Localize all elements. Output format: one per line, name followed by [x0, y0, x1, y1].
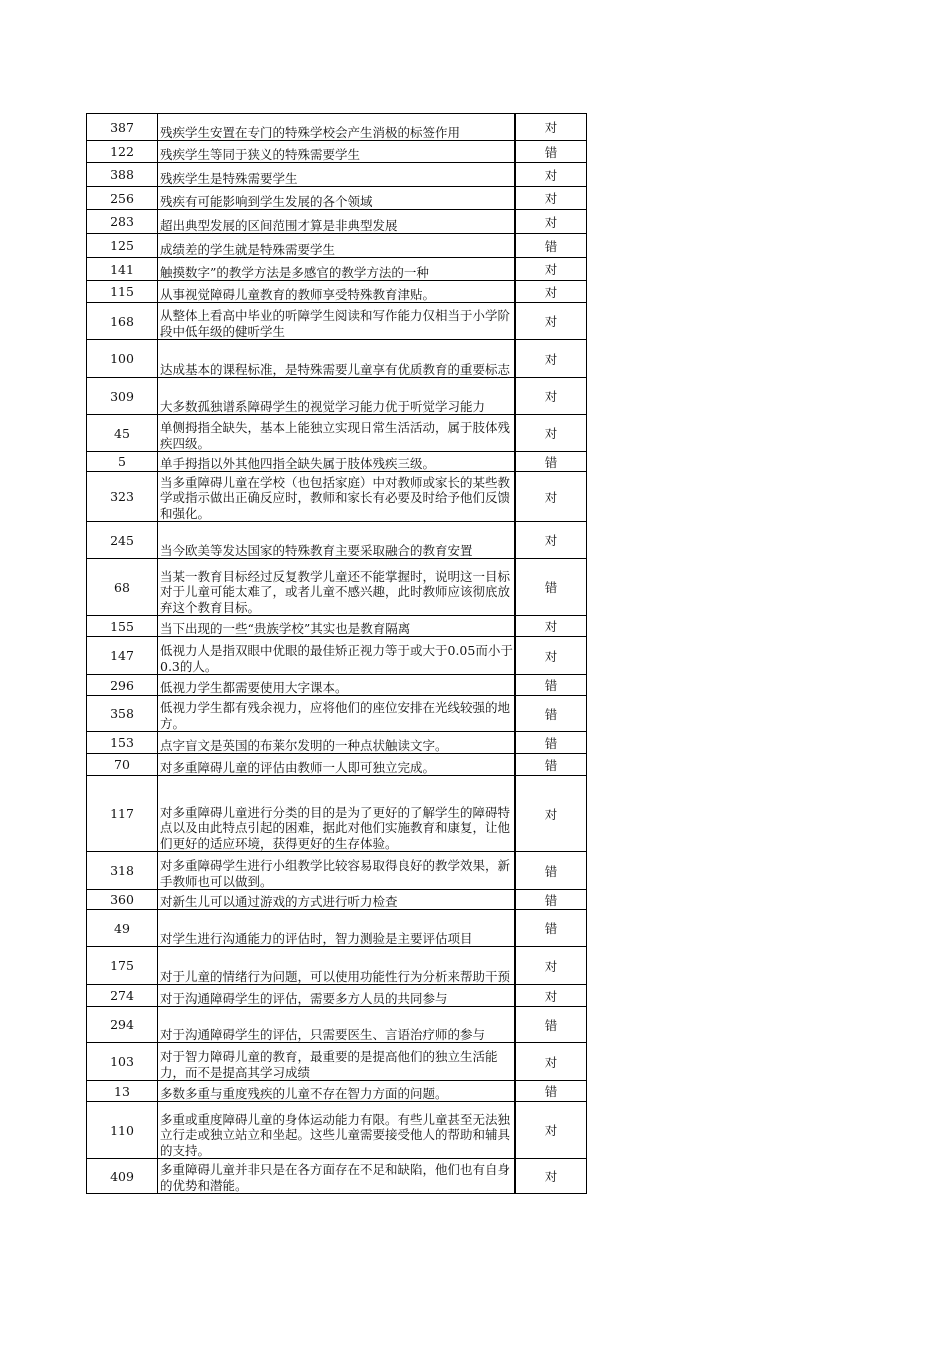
question-text: [158, 141, 516, 163]
table-row: [87, 1081, 587, 1102]
answer-cell: 错: [515, 675, 587, 696]
answer-cell: 对: [515, 1102, 587, 1159]
question-id: 110: [87, 1102, 158, 1159]
answer-cell: 对: [515, 415, 587, 452]
answer-cell: 对: [515, 616, 587, 637]
question-text-content: 单手拇指以外其他四指全缺失属于肢体残疾三级。: [160, 455, 436, 471]
table-row: [87, 985, 587, 1007]
answer-cell: 对: [515, 303, 587, 340]
answer-cell: 对: [515, 187, 587, 210]
question-text-content: 低视力学生都需要使用大字课本。: [160, 679, 348, 695]
question-text-content: 残疾学生是特殊需要学生: [160, 170, 298, 186]
question-id: 117: [87, 776, 158, 852]
question-text: [158, 890, 516, 910]
question-text-content: 当下出现的一些“贵族学校”其实也是教育隔离: [160, 620, 411, 636]
question-text: [158, 340, 516, 378]
question-text: [158, 1102, 516, 1159]
question-text-content: 触摸数字”的教学方法是多感官的教学方法的一种: [160, 264, 429, 280]
question-id: 70: [87, 754, 158, 776]
table-row: [87, 340, 587, 378]
question-text: [158, 754, 516, 776]
question-text-content: 对学生进行沟通能力的评估时，智力测验是主要评估项目: [160, 930, 473, 946]
question-text: [158, 163, 516, 187]
table-row: [87, 616, 587, 637]
answer-cell: 错: [515, 732, 587, 754]
question-text-content: 多重或重度障碍儿童的身体运动能力有限。有些儿童甚至无法独立行走或独立站立和坐起。这些儿童需要接受他人的帮助和辅具的支持。: [160, 1111, 511, 1158]
question-text: [158, 234, 516, 258]
question-text-content: 单侧拇指全缺失，基本上能独立实现日常生活活动，属于肢体残疾四级。: [160, 420, 511, 451]
question-id: 68: [87, 559, 158, 616]
answer-cell: 对: [515, 114, 587, 141]
answer-cell: 错: [515, 696, 587, 732]
question-text-content: 从事视觉障碍儿童教育的教师享受特殊教育津贴。: [160, 286, 436, 302]
answer-cell: 对: [515, 637, 587, 675]
question-text: [158, 187, 516, 210]
question-text-content: 从整体上看高中毕业的听障学生阅读和写作能力仅相当于小学阶段中低年级的健听学生: [160, 308, 511, 339]
question-id: 13: [87, 1081, 158, 1102]
question-id: 168: [87, 303, 158, 340]
table-row: [87, 187, 587, 210]
answer-cell: 对: [515, 281, 587, 303]
answer-cell: 错: [515, 1081, 587, 1102]
answer-cell: 对: [515, 258, 587, 281]
table-row: [87, 303, 587, 340]
answer-cell: 对: [515, 378, 587, 415]
question-text-content: 对多重障碍儿童的评估由教师一人即可独立完成。: [160, 759, 436, 775]
question-id: 309: [87, 378, 158, 415]
question-id: 45: [87, 415, 158, 452]
question-text: [158, 472, 516, 522]
table-row: [87, 637, 587, 675]
answer-cell: 对: [515, 340, 587, 378]
question-text-content: 对于沟通障碍学生的评估，只需要医生、言语治疗师的参与: [160, 1026, 486, 1042]
question-text-content: 对新生儿可以通过游戏的方式进行听力检查: [160, 893, 398, 909]
answer-cell: 错: [515, 754, 587, 776]
question-id: 409: [87, 1159, 158, 1194]
answer-cell: 对: [515, 1159, 587, 1194]
question-text-content: 当今欧美等发达国家的特殊教育主要采取融合的教育安置: [160, 542, 473, 558]
table-row: [87, 559, 587, 616]
question-text: [158, 258, 516, 281]
table-row: [87, 281, 587, 303]
table-row: [87, 114, 587, 141]
question-text: [158, 210, 516, 234]
question-text-content: 达成基本的课程标准，是特殊需要儿童享有优质教育的重要标志: [160, 361, 511, 377]
answer-cell: 对: [515, 1043, 587, 1081]
table-row: [87, 947, 587, 985]
table-row: [87, 732, 587, 754]
question-text: [158, 852, 516, 890]
answer-cell: 对: [515, 210, 587, 234]
answer-cell: 对: [515, 163, 587, 187]
question-id: 100: [87, 340, 158, 378]
question-id: 323: [87, 472, 158, 522]
question-id: 147: [87, 637, 158, 675]
table-row: [87, 378, 587, 415]
question-text: [158, 452, 516, 472]
question-text-content: 对于沟通障碍学生的评估，需要多方人员的共同参与: [160, 990, 448, 1006]
question-text: [158, 616, 516, 637]
table-row: [87, 141, 587, 163]
question-text: [158, 114, 516, 141]
question-id: 155: [87, 616, 158, 637]
answer-cell: 错: [515, 890, 587, 910]
question-id: 153: [87, 732, 158, 754]
table-row: [87, 210, 587, 234]
question-text: [158, 559, 516, 616]
question-text: [158, 910, 516, 947]
question-id: 360: [87, 890, 158, 910]
table-row: [87, 696, 587, 732]
answer-cell: 错: [515, 141, 587, 163]
question-text: [158, 303, 516, 340]
question-text-content: 低视力学生都有残余视力，应将他们的座位安排在光线较强的地方。: [160, 700, 511, 731]
question-text-content: 当某一教育目标经过反复教学儿童还不能掌握时，说明这一目标对于儿童可能太难了，或者儿童不感兴趣，此时教师应该彻底放弃这个教育目标。: [160, 568, 511, 615]
question-text: [158, 696, 516, 732]
question-text-content: 多数多重与重度残疾的儿童不存在智力方面的问题。: [160, 1085, 448, 1101]
table-row: [87, 910, 587, 947]
question-id: 115: [87, 281, 158, 303]
question-text-content: 当多重障碍儿童在学校（也包括家庭）中对教师或家长的某些教学或指示做出正确反应时，教师和家长有必要及时给予他们反馈和强化。: [160, 474, 511, 521]
question-text-content: 大多数孤独谱系障碍学生的视觉学习能力优于听觉学习能力: [160, 398, 486, 414]
answer-cell: 错: [515, 559, 587, 616]
table-row: [87, 1159, 587, 1194]
question-id: 103: [87, 1043, 158, 1081]
answer-cell: 错: [515, 452, 587, 472]
question-text: [158, 1043, 516, 1081]
table-row: [87, 415, 587, 452]
question-id: 141: [87, 258, 158, 281]
question-text-content: 超出典型发展的区间范围才算是非典型发展: [160, 217, 398, 233]
question-text-content: 低视力人是指双眼中优眼的最佳矫正视力等于或大于0.05而小于0.3的人。: [160, 643, 513, 674]
table-row: [87, 522, 587, 559]
question-table-body: [87, 114, 587, 1194]
question-id: 274: [87, 985, 158, 1007]
question-id: 358: [87, 696, 158, 732]
table-row: [87, 452, 587, 472]
question-id: 283: [87, 210, 158, 234]
table-row: [87, 472, 587, 522]
question-id: 387: [87, 114, 158, 141]
question-text: [158, 1081, 516, 1102]
table-row: [87, 163, 587, 187]
question-text-content: 残疾学生安置在专门的特殊学校会产生消极的标签作用: [160, 124, 461, 140]
question-text: [158, 732, 516, 754]
question-id: 294: [87, 1007, 158, 1043]
question-text-content: 对多重障碍儿童进行分类的目的是为了更好的了解学生的障碍特点以及由此特点引起的困难，据此对他们实施教育和康复，让他们更好的适应环境，获得更好的生存体验。: [160, 804, 511, 851]
question-text-content: 成绩差的学生就是特殊需要学生: [160, 241, 336, 257]
question-text: [158, 378, 516, 415]
table-row: [87, 852, 587, 890]
question-text: [158, 985, 516, 1007]
question-text-content: 对于儿童的情绪行为问题，可以使用功能性行为分析来帮助干预: [160, 968, 511, 984]
question-text: [158, 675, 516, 696]
question-text: [158, 522, 516, 559]
table-row: [87, 1043, 587, 1081]
answer-cell: 对: [515, 472, 587, 522]
question-text: [158, 637, 516, 675]
question-text: [158, 1159, 516, 1194]
answer-cell: 对: [515, 522, 587, 559]
question-text: [158, 415, 516, 452]
table-row: [87, 1102, 587, 1159]
answer-cell: 对: [515, 985, 587, 1007]
question-text-content: 残疾有可能影响到学生发展的各个领域: [160, 193, 373, 209]
question-id: 256: [87, 187, 158, 210]
table-row: [87, 1007, 587, 1043]
question-id: 296: [87, 675, 158, 696]
answer-cell: 对: [515, 776, 587, 852]
table-row: [87, 675, 587, 696]
question-text: [158, 776, 516, 852]
question-text: [158, 1007, 516, 1043]
question-id: 245: [87, 522, 158, 559]
question-text-content: 对多重障碍学生进行小组教学比较容易取得良好的教学效果，新手教师也可以做到。: [160, 858, 511, 889]
question-text-content: 残疾学生等同于狭义的特殊需要学生: [160, 146, 361, 162]
question-table: [86, 113, 587, 1194]
table-row: [87, 234, 587, 258]
question-text-content: 对于智力障碍儿童的教育，最重要的是提高他们的独立生活能力，而不是提高其学习成绩: [160, 1049, 498, 1080]
question-id: 175: [87, 947, 158, 985]
question-id: 122: [87, 141, 158, 163]
table-row: [87, 754, 587, 776]
question-id: 49: [87, 910, 158, 947]
table-row: [87, 890, 587, 910]
answer-cell: 对: [515, 947, 587, 985]
answer-cell: 错: [515, 852, 587, 890]
question-text: [158, 947, 516, 985]
question-text-content: 点字盲文是英国的布莱尔发明的一种点状触读文字。: [160, 737, 448, 753]
question-id: 5: [87, 452, 158, 472]
question-id: 125: [87, 234, 158, 258]
answer-cell: 错: [515, 910, 587, 947]
question-text-content: 多重障碍儿童并非只是在各方面存在不足和缺陷，他们也有自身的优势和潜能。: [160, 1162, 511, 1193]
table-row: [87, 258, 587, 281]
question-id: 318: [87, 852, 158, 890]
answer-cell: 错: [515, 234, 587, 258]
question-text: [158, 281, 516, 303]
answer-cell: 错: [515, 1007, 587, 1043]
table-row: [87, 776, 587, 852]
question-id: 388: [87, 163, 158, 187]
